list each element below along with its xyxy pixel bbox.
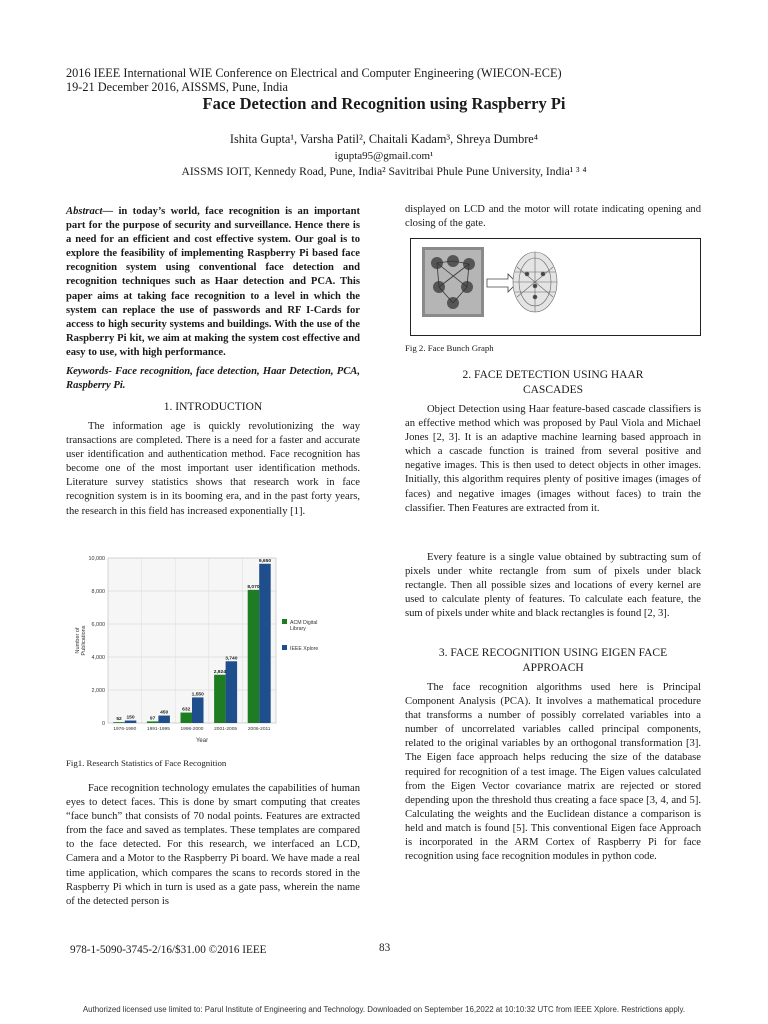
chart-x-tick-label: 1991-1995 [146, 727, 170, 732]
intro-paragraph-1-text: The information age is quickly revolutionizing the way transactions are completed. There is a need for a faster and accurate user identification and authentication method. Face recognition has become one of the most important user identification methods. Literature survey statistics shows that research work in face recognition system is in its booming era, and in the past forty years, the research in this field has increased exponentially [1]. [66, 421, 360, 517]
chart-value-label: 150 [126, 715, 135, 721]
chart-legend-label: IEEE Xplore [290, 646, 319, 652]
chart-value-label: 9,650 [258, 558, 272, 564]
chart-legend [282, 619, 318, 652]
chart-bar [147, 721, 159, 723]
fig1-caption: Fig1. Research Statistics of Face Recognition [66, 758, 227, 768]
chart-x-tick-label: 2006-2011 [247, 727, 271, 732]
chart-value-label: 2,924 [213, 669, 226, 675]
haar-paragraph-1-text: Object Detection using Haar feature-based cascade classifiers is an effective method which was proposed by Paul Viola and Michael Jones [2, 3]. It is an adaptive machine learning based approach in which a cascade function is trained from several positive and negative images. This is then used to detect objects in other images. Initially, this algorithm requires plenty of positive images (images of faces) and negative images (images without faces) to train the classifier. Then Features are extracted from it. [405, 404, 701, 514]
haar-paragraph-2 [405, 551, 701, 621]
fig2-figure [410, 238, 701, 336]
abstract [66, 205, 360, 360]
chart-bar [226, 661, 238, 723]
haar-paragraph-1 [405, 403, 701, 516]
conference-name: 2016 IEEE International WIE Conference on Electrical and Computer Engineering (WIECON-ECE) [66, 66, 562, 80]
haar-heading-line-2: CASCADES [522, 384, 584, 396]
chart-value-label: 450 [160, 710, 169, 716]
isbn-copyright: 978-1-5090-3745-2/16/$31.00 ©2016 IEEE [70, 944, 267, 956]
fig2-caption: Fig 2. Face Bunch Graph [405, 343, 494, 353]
chart-y-tick-label: 8,000 [91, 589, 105, 595]
chart-value-label: 632 [182, 707, 191, 713]
haar-paragraph-2-text: Every feature is a single value obtained by subtracting sum of pixels under white rectangle from sum of pixels under black rectangle. Then all possible sizes and locations of every kernel are used to calculate plenty of features. To calculate each feature, the sum of pixels under white and black rectangles is found [2, 3]. [405, 552, 701, 620]
eigen-heading-line-2: APPROACH [522, 662, 584, 674]
author-email: igupta95@gmail.com¹ [334, 150, 434, 162]
chart-y-tick-label: 2,000 [91, 688, 105, 694]
chart-bar [214, 675, 226, 723]
chart-bar [259, 564, 271, 723]
page-number: 83 [379, 942, 391, 954]
intro-paragraph-2 [66, 782, 360, 909]
chart-bar [192, 697, 204, 723]
right-continuation [405, 203, 701, 231]
chart-y-ticks [89, 556, 106, 727]
chart-y-tick-label: 10,000 [88, 556, 105, 562]
chart-y-tick-label: 4,000 [91, 655, 105, 661]
abstract-text: in today’s world, face recognition is an important part for the purpose of security and surveillance. Hence there is a need for an efficient and cost effective system. Our goal is to explore the feasibility of implementing Raspberry Pi based face recognition system using conventional face detection and recognition techniques such as Haar detection and PCA. This paper aims at taking face recognition to a level in which the system can replace the use of passwords and RF I-Cards for access to high security systems and buildings. With the use of the Raspberry Pi kit, we aim at making the system cost effective and easy to use, with high performance. [66, 206, 360, 358]
haar-heading-line-1: 2. FACE DETECTION USING HAAR [462, 369, 644, 381]
paper-authors: Ishita Gupta¹, Varsha Patil², Chaitali Kadam³, Shreya Dumbre⁴ [229, 132, 539, 146]
keywords: Keywords- Face recognition, face detection, Haar Detection, PCA, Raspberry Pi. [66, 366, 360, 392]
chart-value-label: 97 [149, 716, 156, 722]
face-wireframe [513, 252, 557, 312]
right-arrow-icon [487, 274, 517, 292]
haar-heading [405, 368, 701, 398]
chart-legend-swatch [282, 619, 287, 624]
chart-bar [113, 722, 125, 723]
chart-x-ticks [113, 726, 270, 732]
chart-value-label: 8,070 [247, 584, 260, 590]
intro-heading: 1. INTRODUCTION [163, 401, 263, 413]
conference-date-place: 19-21 December 2016, AISSMS, Pune, India [66, 80, 289, 94]
chart-x-tick-label: 1976-1990 [113, 727, 137, 732]
authorized-use-notice: Authorized licensed use limited to: Parul Institute of Engineering and Technology. Downloaded on September 16,2022 at 10:10:32 UTC from IEEE Xplore. Restrictions apply. [82, 1005, 686, 1014]
chart-value-label: 3,740 [225, 656, 238, 662]
eigen-heading [405, 646, 701, 676]
paper-title: Face Detection and Recognition using Raspberry Pi [202, 94, 566, 113]
author-affiliation: AISSMS IOIT, Kennedy Road, Pune, India² Savitribai Phule Pune University, India¹ ³ ⁴ [181, 165, 587, 178]
chart-value-label: 52 [116, 717, 122, 723]
eigen-paragraph [405, 681, 701, 864]
chart-x-axis-label: Year [195, 738, 209, 744]
chart-y-tick-label: 0 [102, 721, 105, 727]
chart-bar [181, 713, 193, 723]
intro-paragraph-1 [66, 420, 360, 519]
face-bunch-graph-image [411, 239, 699, 334]
chart-y-axis-label: Number ofPublications [75, 625, 87, 656]
chart-bar [158, 716, 170, 723]
eigen-paragraph-text: The face recognition algorithms used here is Principal Component Analysis (PCA). It involves a mathematical procedure that transforms a number of possibly correlated variables into a number of uncorrelated variables called principal components, related to the original variables by an orthogonal transformation [3]. The Eigen face approach helps reducing the size of the database required for recognition of a test image. The Eigen values calculated from the Eigen Vector covariance matrix are rejected or stored depending upon the threshold thus creating a face space [3, 4, and 5]. Calculating the weights and the Euclidean distance a comparison is held and match is found [5]. This conventional Eigen face Approach is incorporated in the ARM Cortex of Raspberry Pi for face recognition using face recognition modules in python code. [405, 682, 701, 863]
chart-x-tick-label: 2001-2005 [214, 727, 238, 732]
chart-legend-swatch [282, 645, 287, 650]
chart-bar [125, 721, 137, 723]
chart-y-tick-label: 6,000 [91, 622, 105, 628]
chart-value-label: 1,550 [191, 692, 204, 698]
chart-bar [248, 590, 260, 723]
right-continuation-text: displayed on LCD and the motor will rotate indicating opening and closing of the gate. [405, 204, 701, 230]
fig1-bar-chart [66, 548, 326, 746]
chart-legend-label: ACM Digital Library [290, 620, 318, 632]
intro-paragraph-2-text: Face recognition technology emulates the capabilities of human eyes to detect faces. This is done by smart computing that creates “face bunch” that consists of 70 nodal points. Features are extracted from the face and saved as templates. These templates are compared to the face detected. For this research, we interfaced an LCD, Camera and a Motor to the Raspberry Pi board. We have made a real time application, which compares the scans to records stored in the Raspberry Pi which in turn is used as a gate pass, wherein the name of the detected person is [66, 783, 360, 907]
abstract-label: Abstract— [66, 206, 114, 217]
chart-x-tick-label: 1996-2000 [180, 727, 204, 732]
eigen-heading-line-1: 3. FACE RECOGNITION USING EIGEN FACE [438, 647, 668, 659]
